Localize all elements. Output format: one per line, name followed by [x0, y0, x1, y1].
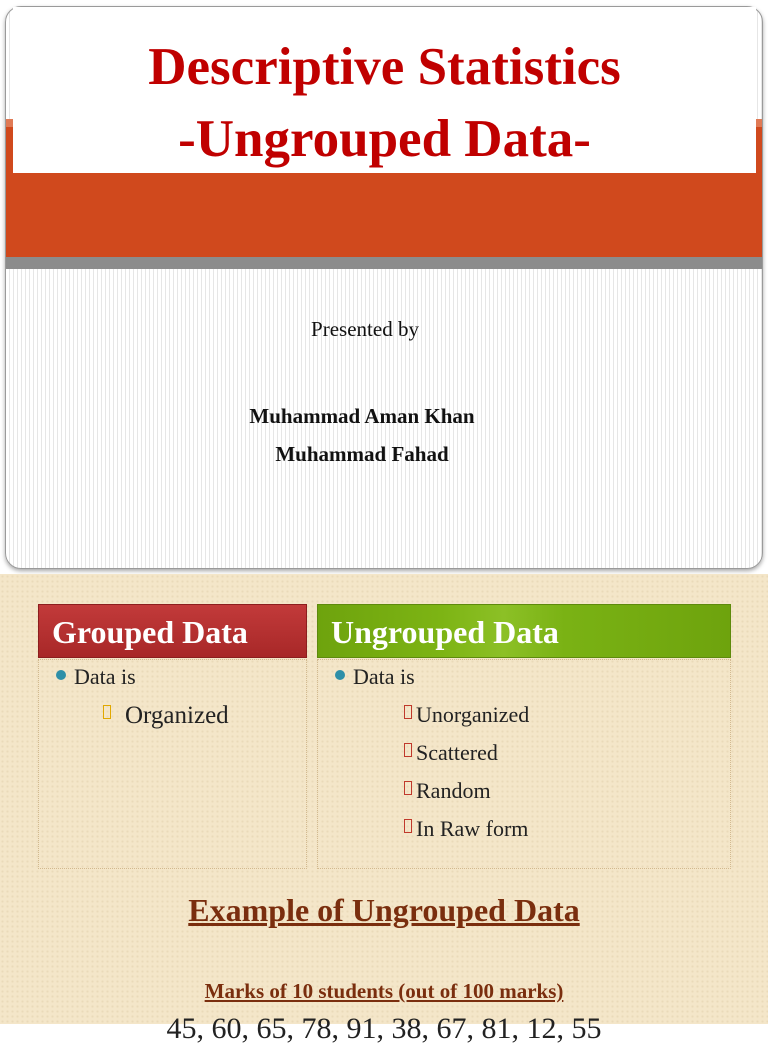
bullet-dot-icon — [335, 670, 345, 680]
title-slide-frame — [5, 6, 763, 569]
ungrouped-sub-item-text: In Raw form — [416, 816, 529, 841]
grouped-data-header: Grouped Data — [38, 604, 307, 658]
presented-by-label: Presented by — [311, 317, 419, 341]
marks-list: 45, 60, 65, 78, 91, 38, 67, 81, 12, 55 — [166, 1012, 602, 1045]
ungrouped-sub-item — [404, 740, 498, 766]
slide-title — [13, 31, 756, 175]
ungrouped-bullet — [335, 664, 415, 690]
bullet-square-icon — [404, 781, 412, 795]
bullet-dot-icon — [56, 670, 66, 680]
ungrouped-sub-item-text: Scattered — [416, 740, 498, 765]
ungrouped-sub-item-text: Unorganized — [416, 702, 530, 727]
ungrouped-sub-item — [404, 702, 529, 728]
title-line-2: -Ungrouped Data- — [178, 110, 591, 168]
grouped-sub-item-text: Organized — [125, 702, 229, 729]
comparison-slide — [0, 574, 768, 1045]
ungrouped-bullet-text: Data is — [353, 664, 415, 689]
grouped-bullet — [56, 664, 136, 690]
title-box — [13, 7, 756, 173]
example-subtitle: Marks of 10 students (out of 100 marks) — [204, 979, 564, 1003]
bullet-square-icon — [404, 819, 412, 833]
bullet-square-icon — [404, 743, 412, 757]
example-title: Example of Ungrouped Data — [188, 892, 580, 928]
gray-divider — [6, 257, 762, 269]
bullet-square-icon — [404, 705, 412, 719]
presenter-list — [6, 397, 718, 473]
grouped-sub-item — [103, 702, 229, 730]
bullet-square-icon — [103, 705, 111, 719]
presenter-name: Muhammad Aman Khan — [249, 404, 475, 428]
ungrouped-data-header: Ungrouped Data — [317, 604, 731, 658]
grouped-bullet-text: Data is — [74, 664, 136, 689]
title-line-1: Descriptive Statistics — [148, 38, 621, 96]
ungrouped-sub-item — [404, 778, 491, 804]
ungrouped-sub-item-text: Random — [416, 778, 491, 803]
grouped-column-box — [38, 659, 307, 869]
ungrouped-sub-item — [404, 816, 528, 842]
presenter-name: Muhammad Fahad — [275, 442, 449, 466]
